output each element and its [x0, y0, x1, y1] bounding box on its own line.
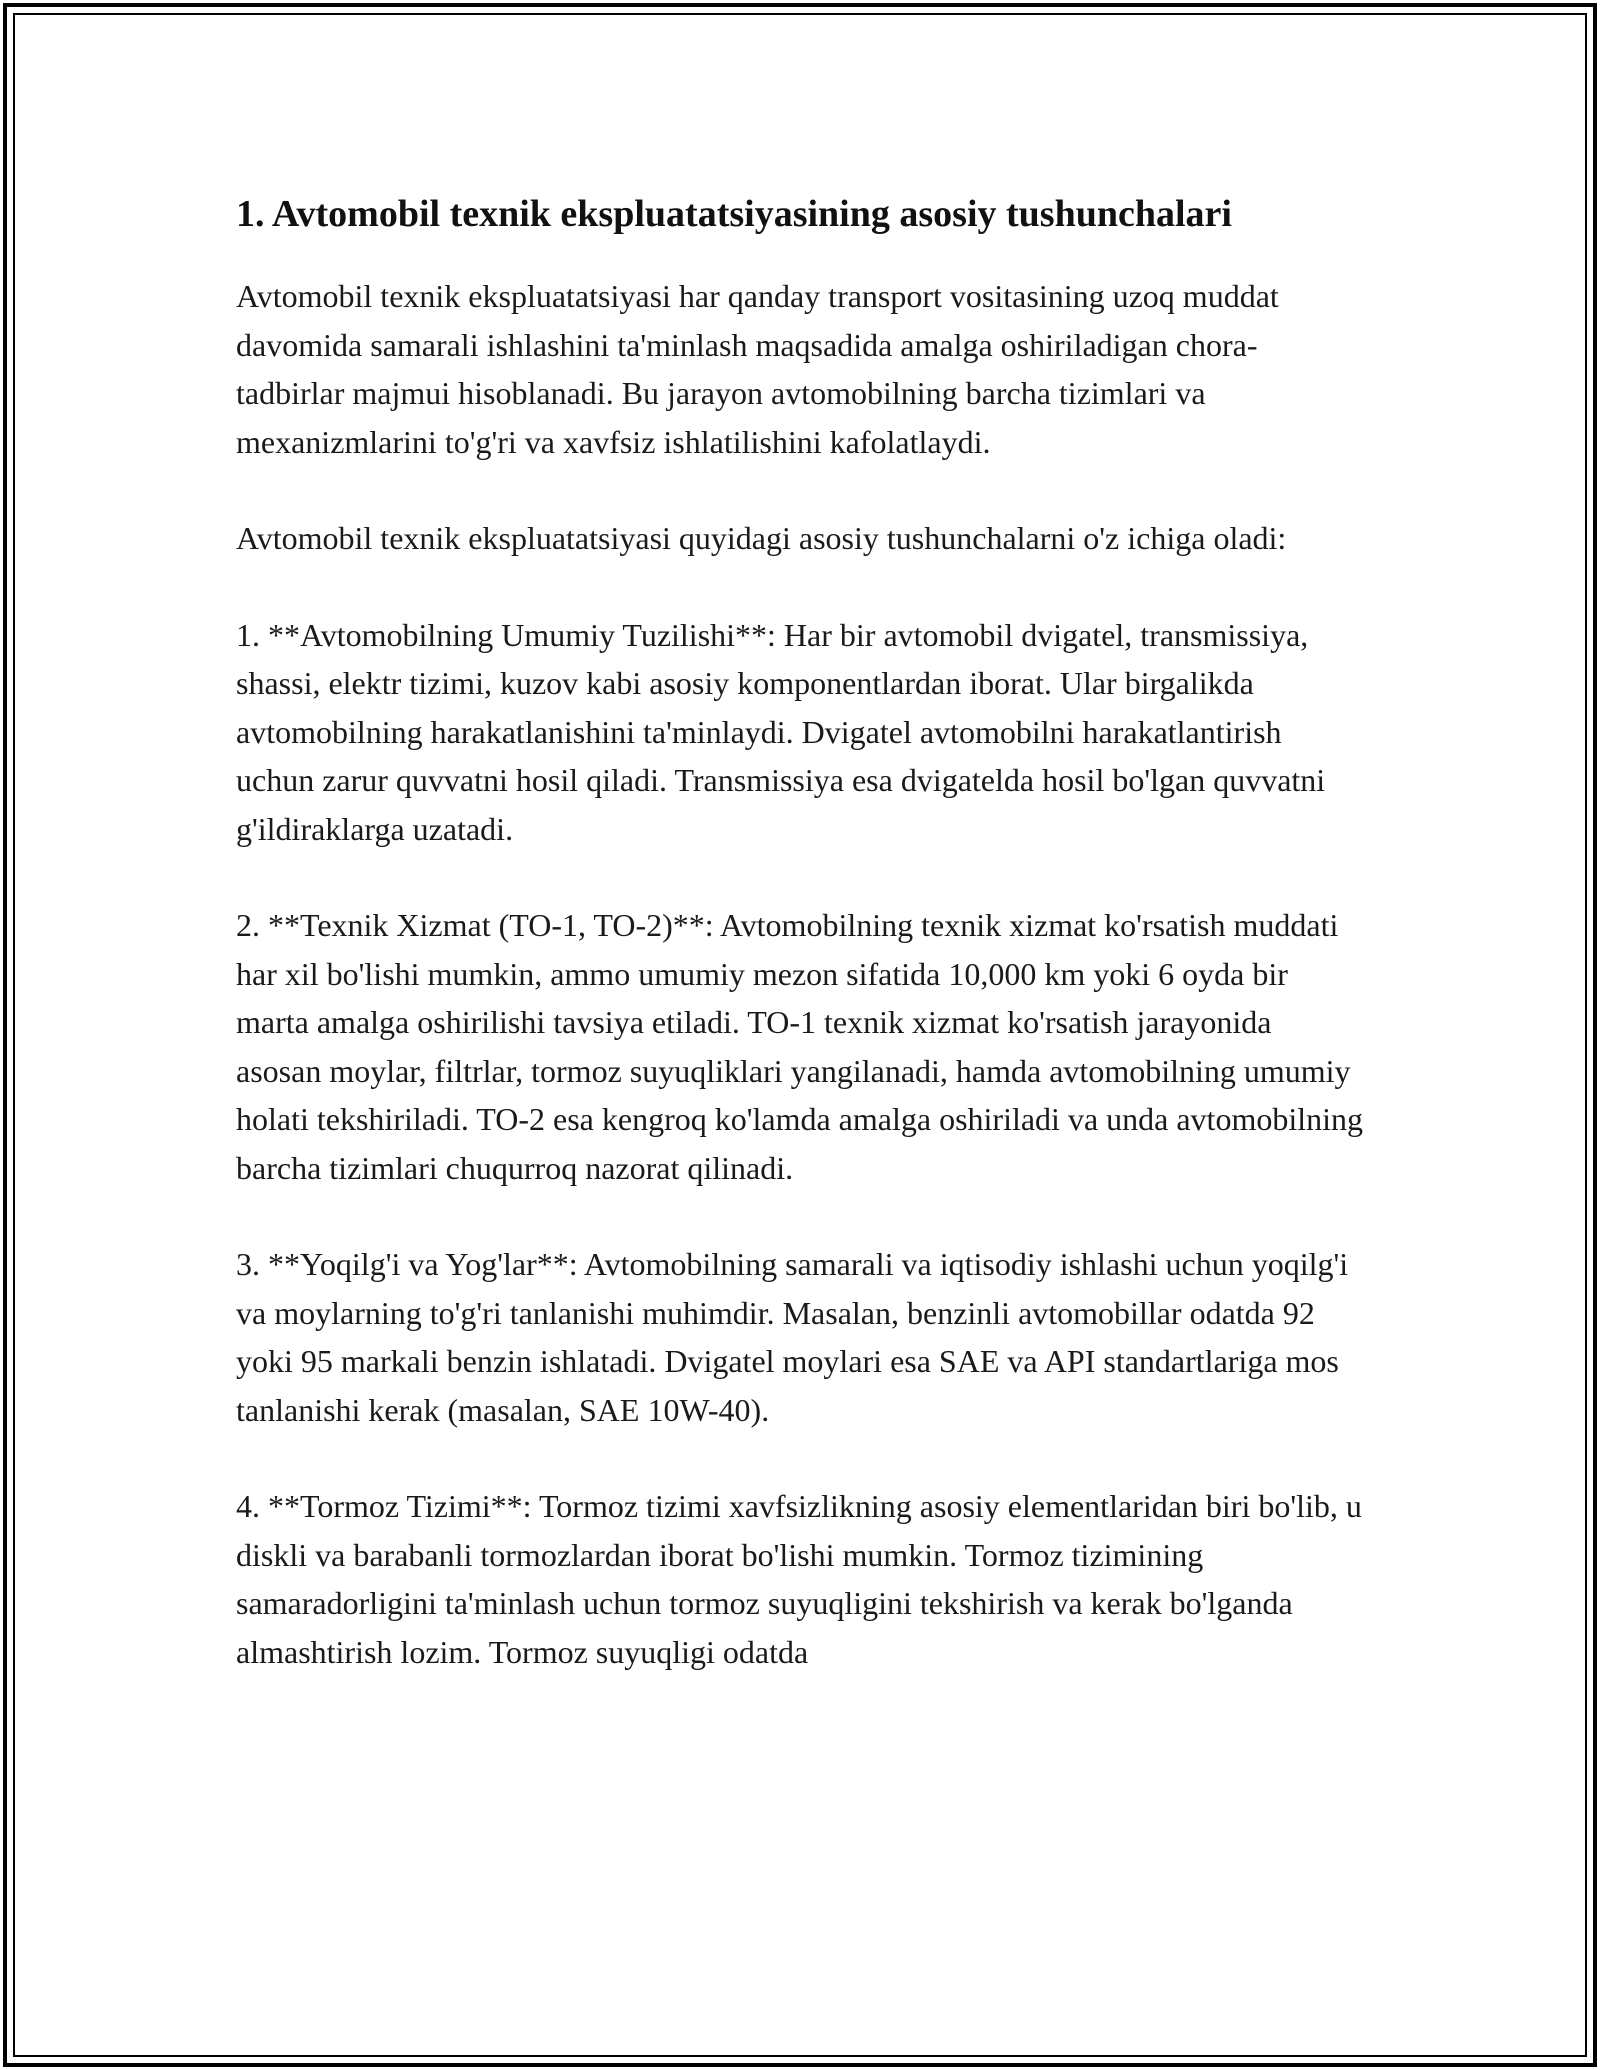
document-body: [236, 186, 1364, 1676]
list-item-technical-service: 2. **Texnik Xizmat (TO-1, TO-2)**: Avtomobilning texnik xizmat ko'rsatish muddati har xil bo'lishi mumkin, ammo umumiy mezon sifatida 10,000 km yoki 6 oyda bir marta amalga oshirilishi tavsiya etiladi. TO-1 texnik xizmat ko'rsatish jarayonida asosan moylar, filtrlar, tormoz suyuqliklari yangilanadi, hamda avtomobilning umumiy holati tekshiriladi. TO-2 esa kengroq ko'lamda amalga oshiriladi va unda avtomobilning barcha tizimlari chuqurroq nazorat qilinadi.: [236, 907, 1363, 1186]
intro-paragraph: Avtomobil texnik ekspluatatsiyasi har qanday transport vositasining uzoq muddat davomida samarali ishlashini ta'minlash maqsadida amalga oshiriladigan chora-tadbirlar majmui hisoblanadi. Bu jarayon avtomobilning barcha tizimlari va mexanizmlarini to'g'ri va xavfsiz ishlatilishini kafolatlaydi.: [236, 278, 1279, 460]
section-title: 1. Avtomobil texnik ekspluatatsiyasining asosiy tushunchalari: [236, 193, 1232, 235]
list-intro-paragraph: Avtomobil texnik ekspluatatsiyasi quyidagi asosiy tushunchalarni o'z ichiga oladi:: [236, 520, 1287, 556]
list-item-general-structure: 1. **Avtomobilning Umumiy Tuzilishi**: Har bir avtomobil dvigatel, transmissiya, shassi, elektr tizimi, kuzov kabi asosiy komponentlardan iborat. Ular birgalikda avtomobilning harakatlanishini ta'minlaydi. Dvigatel avtomobilni harakatlantirish uchun zarur quvvatni hosil qiladi. Transmissiya esa dvigatelda hosil bo'lgan quvvatni g'ildiraklarga uzatadi.: [236, 616, 1326, 847]
list-item-fuel-and-oils: 3. **Yoqilg'i va Yog'lar**: Avtomobilning samarali va iqtisodiy ishlashi uchun yoqilg'i va moylarning to'g'ri tanlanishi muhimdir. Masalan, benzinli avtomobillar odatda 92 yoki 95 markali benzin ishlatadi. Dvigatel moylari esa SAE va API standartlariga mos tanlanishi kerak (masalan, SAE 10W-40).: [236, 1246, 1349, 1428]
list-item-brake-system: 4. **Tormoz Tizimi**: Tormoz tizimi xavfsizlikning asosiy elementlaridan biri bo'lib, u diskli va barabanli tormozlardan iborat bo'lishi mumkin. Tormoz tizimining samaradorligini ta'minlash uchun tormoz suyuqligini tekshirish va kerak bo'lganda almashtirish lozim. Tormoz suyuqligi odatda: [236, 1488, 1362, 1670]
